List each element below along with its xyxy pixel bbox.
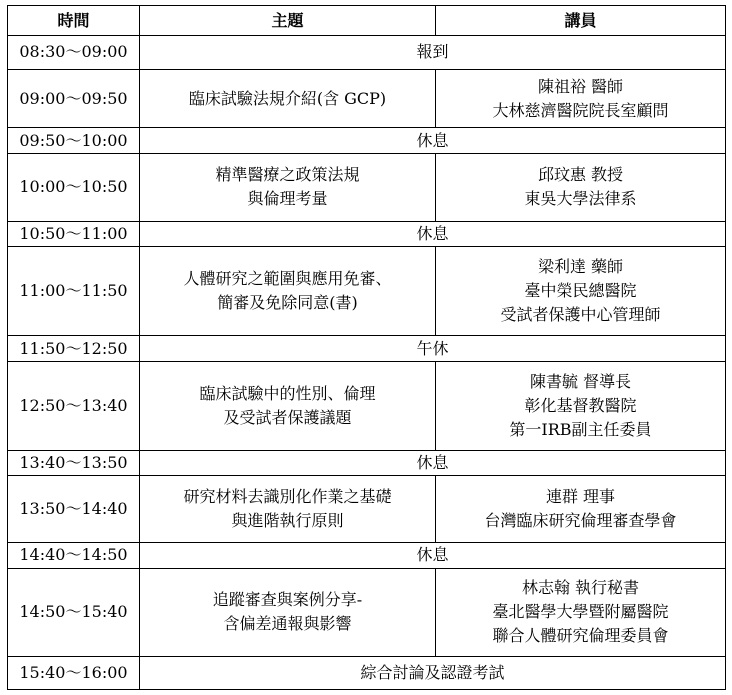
topic-line: 臨床試驗中的性別、倫理: [199, 384, 376, 404]
topic-line: 及受試者保護議題: [223, 408, 352, 428]
speaker-line: 陳祖裕 醫師: [537, 76, 624, 96]
break-row: [8, 543, 726, 569]
speaker-cell: [436, 568, 726, 656]
header-speaker: 講員: [436, 6, 726, 36]
speaker-line: 林志翰 執行秘書: [521, 578, 640, 598]
time-cell: 10:00～10:50: [8, 154, 140, 222]
time-cell: 11:00～11:50: [8, 247, 140, 335]
speaker-cell: [436, 247, 726, 335]
header-time: 時間: [8, 6, 140, 36]
speaker-cell: [436, 154, 726, 222]
topic-cell: [140, 476, 436, 543]
speaker-cell: [436, 69, 726, 128]
speaker-line: 受試者保護中心管理師: [500, 305, 661, 325]
time-cell: 12:50～13:40: [8, 362, 140, 450]
topic-line: 追蹤審查與案例分享-: [212, 590, 363, 610]
session-row: [8, 154, 726, 222]
topic-cell: [140, 247, 436, 335]
break-row: [8, 221, 726, 247]
session-row: [8, 476, 726, 543]
speaker-line: 臺北醫學大學暨附屬醫院: [492, 602, 669, 622]
topic-cell: [140, 154, 436, 222]
topic-line: 臨床試驗法規介紹(含 GCP): [188, 88, 387, 108]
speaker-line: 第一IRB副主任委員: [509, 420, 652, 440]
topic-line: 研究材料去識別化作業之基礎: [183, 487, 392, 507]
topic-line: 簡審及免除同意(書): [217, 293, 358, 313]
topic-line: 人體研究之範圍與應用免審、: [183, 269, 392, 289]
session-row: [8, 69, 726, 128]
break-label: 休息: [140, 543, 726, 569]
topic-line: 精準醫療之政策法規: [215, 165, 360, 185]
speaker-line: 梁利達 藥師: [537, 257, 624, 277]
topic-cell: [140, 362, 436, 450]
topic-line: 與進階執行原則: [231, 511, 344, 531]
time-cell: 13:50～14:40: [8, 476, 140, 543]
time-cell: 14:50～15:40: [8, 568, 140, 656]
break-label: 午休: [140, 335, 726, 362]
time-cell: 13:40～13:50: [8, 450, 140, 476]
break-label: 休息: [140, 221, 726, 247]
speaker-line: 東吳大學法律系: [524, 189, 637, 209]
header-topic: 主題: [140, 6, 436, 36]
topic-line: 含偏差通報與影響: [223, 614, 352, 634]
speaker-line: 連群 理事: [545, 487, 616, 507]
speaker-line: 臺中榮民總醫院: [524, 281, 637, 301]
session-row: [8, 247, 726, 335]
time-cell: 11:50～12:50: [8, 335, 140, 362]
time-cell: 14:40～14:50: [8, 543, 140, 569]
break-label: 綜合討論及認證考試: [140, 657, 726, 690]
session-row: [8, 362, 726, 450]
break-row: [8, 36, 726, 70]
time-cell: 15:40～16:00: [8, 657, 140, 690]
speaker-line: 陳書毓 督導長: [529, 372, 632, 392]
speaker-cell: [436, 476, 726, 543]
schedule-body: [8, 36, 726, 690]
topic-cell: [140, 568, 436, 656]
schedule-table: [7, 5, 726, 690]
session-row: [8, 568, 726, 656]
break-row: [8, 657, 726, 690]
time-cell: 09:50～10:00: [8, 128, 140, 154]
break-label: 休息: [140, 450, 726, 476]
time-cell: 10:50～11:00: [8, 221, 140, 247]
speaker-line: 邱玟惠 教授: [537, 165, 624, 185]
speaker-line: 台灣臨床研究倫理審查學會: [484, 511, 677, 531]
topic-line: 與倫理考量: [247, 189, 328, 209]
speaker-line: 彰化基督教醫院: [524, 396, 637, 416]
speaker-line: 聯合人體研究倫理委員會: [492, 626, 669, 646]
break-row: [8, 128, 726, 154]
break-row: [8, 450, 726, 476]
speaker-line: 大林慈濟醫院院長室顧問: [492, 100, 669, 120]
topic-cell: [140, 69, 436, 128]
time-cell: 09:00～09:50: [8, 69, 140, 128]
break-label: 報到: [140, 36, 726, 70]
time-cell: 08:30～09:00: [8, 36, 140, 70]
header-row: [8, 6, 726, 36]
speaker-cell: [436, 362, 726, 450]
break-row: [8, 335, 726, 362]
break-label: 休息: [140, 128, 726, 154]
